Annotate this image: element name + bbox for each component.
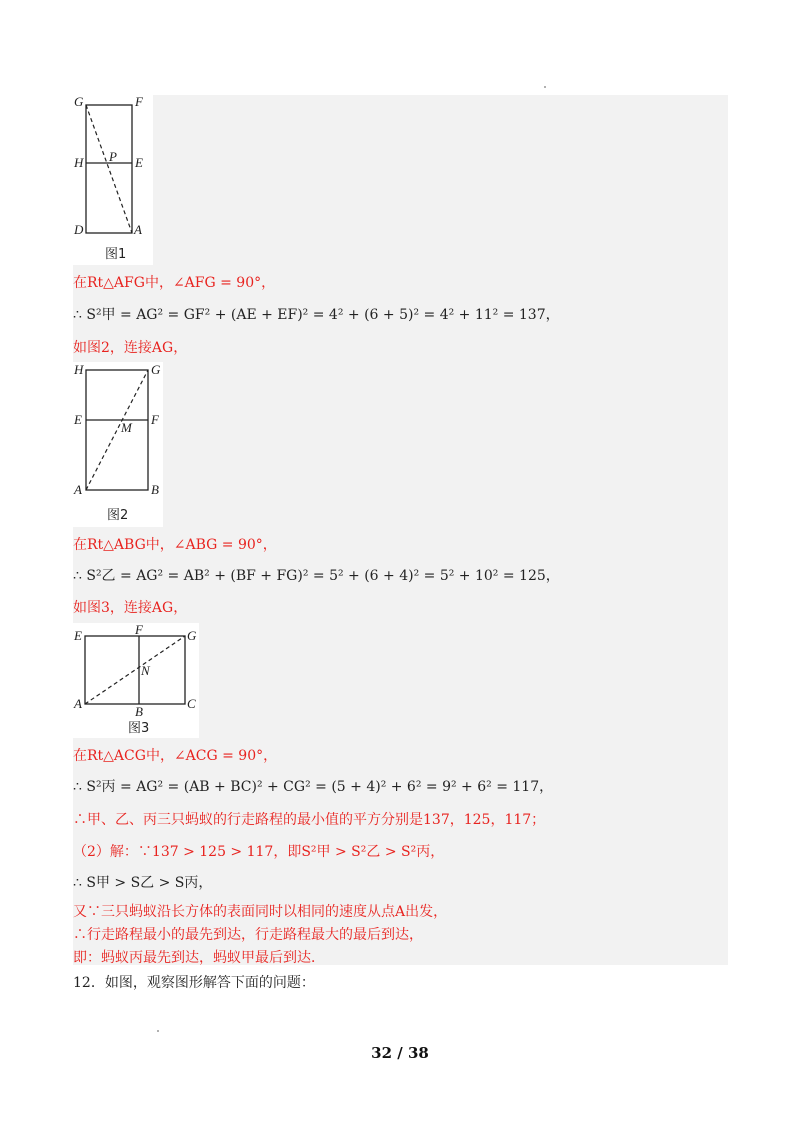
label-E: E — [74, 628, 82, 643]
figure-caption: 图1 — [105, 247, 127, 262]
text-line: 如图2，连接AG， — [73, 340, 188, 356]
text-line: ∴ S²乙 = AG² = AB² + (BF + FG)² = 5² + (6 + 4)² = 5² + 10² = 125， — [73, 568, 560, 584]
speck — [157, 1030, 159, 1032]
label-P: P — [109, 149, 117, 164]
text-line: ∴行走路程最小的最先到达，行走路程最大的最后到达， — [73, 927, 423, 943]
label-B: B — [151, 482, 159, 497]
label-H: H — [74, 155, 84, 170]
label-H: H — [74, 362, 84, 377]
figure-2 — [73, 362, 163, 527]
label-B: B — [135, 704, 143, 719]
text-line: 在Rt△AFG中，∠AFG = 90°， — [73, 275, 276, 291]
text-line: ∴甲、乙、丙三只蚂蚁的行走路程的最小值的平方分别是137，125，117； — [73, 812, 546, 828]
label-G: G — [151, 362, 161, 377]
text-line: 即：蚂蚁丙最先到达，蚂蚁甲最后到达． — [73, 950, 325, 966]
label-F: F — [135, 95, 143, 109]
text-line: ∴ S²甲 = AG² = GF² + (AE + EF)² = 4² + (6 + 5)² = 4² + 11² = 137， — [73, 307, 560, 323]
figure-caption: 图2 — [107, 508, 129, 523]
solution-panel — [73, 95, 728, 965]
figure-caption: 图3 — [128, 721, 150, 736]
label-G: G — [74, 95, 84, 109]
text-line: ∴ S甲 > S乙 > S丙， — [73, 875, 213, 891]
text-line: 在Rt△ACG中，∠ACG = 90°， — [73, 748, 278, 764]
label-M: M — [121, 420, 132, 435]
text-line: 在Rt△ABG中，∠ABG = 90°， — [73, 537, 277, 553]
label-A: A — [74, 482, 82, 497]
text-line: 如图3，连接AG， — [73, 600, 188, 616]
label-F: F — [151, 412, 159, 427]
label-G: G — [187, 628, 197, 643]
figure-3 — [73, 623, 199, 738]
label-A: A — [134, 222, 142, 237]
label-E: E — [135, 155, 143, 170]
text-line: 又∵三只蚂蚁沿长方体的表面同时以相同的速度从点A出发， — [73, 904, 448, 920]
text-line: （2）解：∵137 > 125 > 117，即S²甲 > S²乙 > S²丙， — [73, 844, 445, 860]
label-A: A — [74, 696, 82, 711]
speck — [544, 86, 546, 88]
page-number: 32 / 38 — [371, 1044, 429, 1062]
label-D: D — [74, 222, 84, 237]
label-F: F — [135, 623, 143, 637]
figure-1 — [73, 95, 153, 265]
label-C: C — [187, 696, 196, 711]
label-N: N — [141, 663, 150, 678]
label-E: E — [74, 412, 82, 427]
text-line: ∴ S²丙 = AG² = (AB + BC)² + CG² = (5 + 4)² + 6² = 9² + 6² = 117， — [73, 779, 554, 795]
question-12: 12．如图，观察图形解答下面的问题： — [73, 975, 315, 991]
